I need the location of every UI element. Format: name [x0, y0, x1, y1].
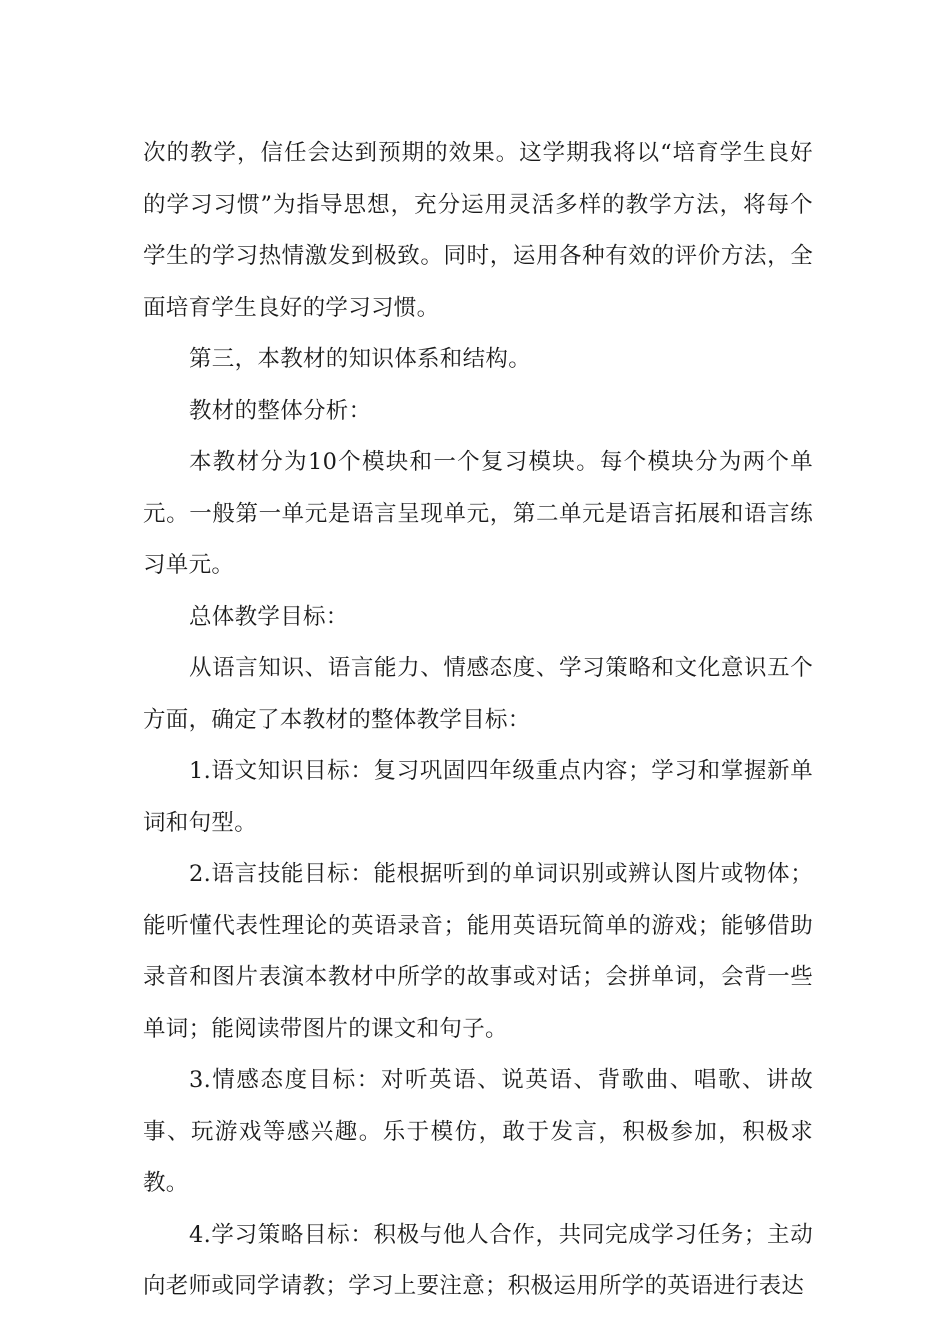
paragraph-5: 总体教学目标： [189, 603, 349, 630]
document-body [143, 128, 813, 1313]
paragraph-2: 第三，本教材的知识体系和结构。 [189, 346, 532, 372]
paragraph-6: 从语言知识、语言能力、情感态度、学习策略和文化意识五个方面，确定了本教材的整体教学目标： [143, 655, 813, 733]
paragraph-9: 3.情感态度目标：对听英语、说英语、背歌曲、唱歌、讲故事、玩游戏等感兴趣。乐于模仿，敢于发言，积极参加，积极求教。 [143, 1067, 813, 1196]
paragraph-1: 次的教学，信任会达到预期的效果。这学期我将以“培育学生良好的学习习惯”为指导思想，充分运用灵活多样的教学方法，将每个学生的学习热情激发到极致。同时，运用各种有效的评价方法，全面培育学生良好的学习习惯。 [143, 140, 813, 321]
paragraph-4: 本教材分为10个模块和一个复习模块。每个模块分为两个单元。一般第一单元是语言呈现单元，第二单元是语言拓展和语言练习单元。 [143, 449, 813, 578]
paragraph-10: 4.学习策略目标：积极与他人合作，共同完成学习任务；主动向老师或同学请教；学习上要注意；积极运用所学的英语进行表达 [143, 1221, 813, 1299]
paragraph-8: 2.语言技能目标：能根据听到的单词识别或辨认图片或物体；能听懂代表性理论的英语录音；能用英语玩简单的游戏；能够借助录音和图片表演本教材中所学的故事或对话；会拼单词，会背一些单词；能阅读带图片的课文和句子。 [143, 861, 813, 1042]
paragraph-3: 教材的整体分析： [189, 397, 372, 424]
paragraph-7: 1.语文知识目标：复习巩固四年级重点内容；学习和掌握新单词和句型。 [143, 758, 813, 836]
